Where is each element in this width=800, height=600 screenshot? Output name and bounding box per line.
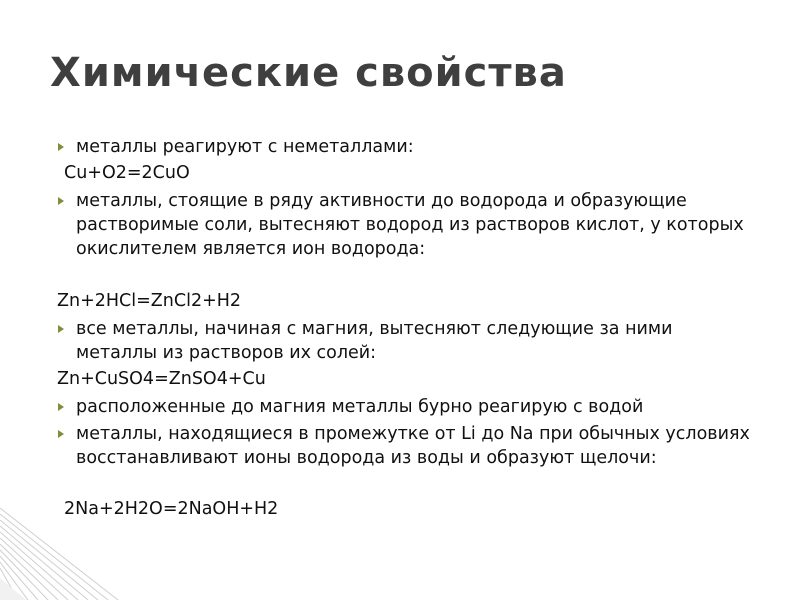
bullet-item: [0, 189, 756, 261]
bullet-text: все металлы, начиная с магния, вытесняют следующие за ними металлы из растворов их солей:: [76, 319, 673, 363]
bullet-text: металлы реагируют с неметаллами:: [76, 137, 414, 157]
bullet-arrow-icon: [58, 197, 64, 205]
bullet-item: [0, 135, 756, 159]
bullet-text: расположенные до магния металлы бурно реагирую с водой: [76, 397, 644, 417]
bullet-item: [0, 395, 756, 419]
bullet-arrow-icon: [58, 403, 64, 411]
formula-line: 2Na+2H2O=2NaOH+H2: [64, 499, 279, 519]
decorative-corner-lines: [0, 500, 800, 600]
bullet-arrow-icon: [58, 430, 64, 438]
bullet-item: [0, 317, 756, 365]
slide-title: Химические свойства: [50, 50, 567, 96]
bullet-arrow-icon: [58, 143, 64, 151]
formula-line: Zn+2HCl=ZnCl2+H2: [57, 291, 242, 311]
formula-line: Zn+CuSO4=ZnSO4+Cu: [57, 369, 266, 389]
formula-line: Cu+O2=2CuO: [64, 163, 190, 183]
bullet-text: металлы, стоящие в ряду активности до водорода и образующие растворимые соли, вытесняют водород из растворов кислот, у которых окислителем является ион водорода:: [76, 191, 744, 259]
bullet-text: металлы, находящиеся в промежутке от Li до Na при обычных условиях восстанавливают ионы водорода из воды и образуют щелочи:: [76, 424, 750, 468]
bullet-arrow-icon: [58, 325, 64, 333]
bullet-item: [0, 422, 756, 470]
